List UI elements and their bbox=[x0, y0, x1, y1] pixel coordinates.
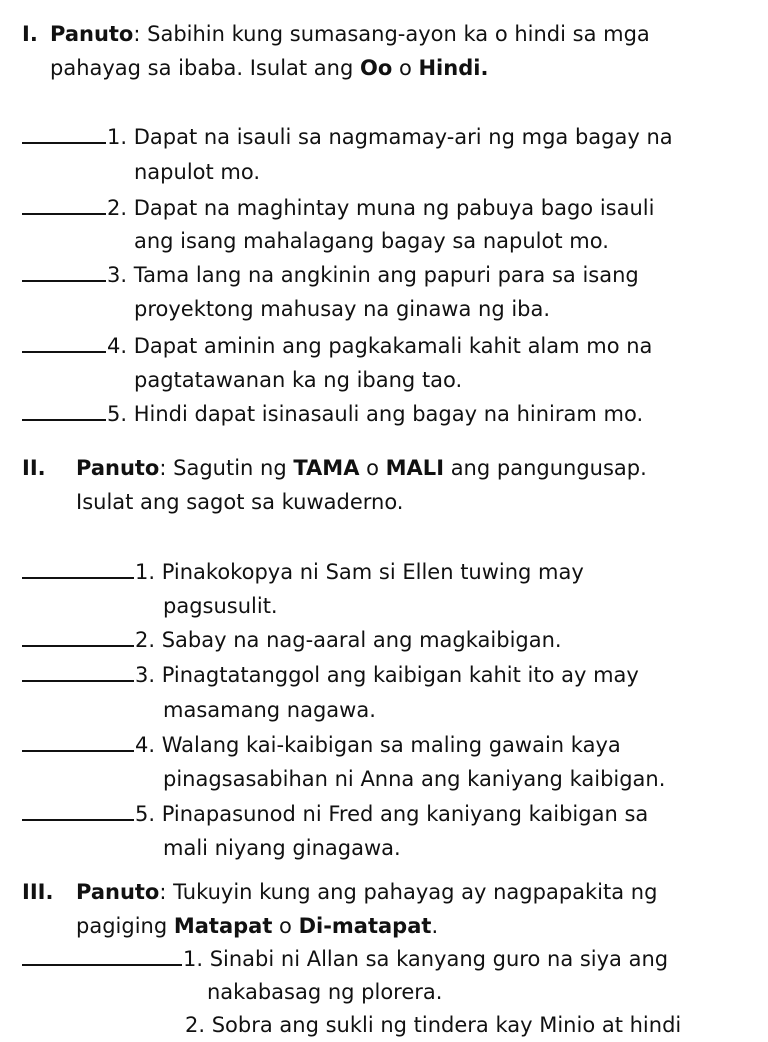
section-2-bold-tama: TAMA bbox=[293, 456, 360, 480]
answer-blank[interactable] bbox=[22, 397, 106, 421]
section-2-item-3-cont: masamang nagawa. bbox=[163, 698, 376, 722]
answer-blank[interactable] bbox=[22, 120, 106, 144]
answer-blank[interactable] bbox=[22, 555, 134, 579]
section-3-line1: : Tukuyin kung ang pahayag ay nagpapakita ng bbox=[159, 880, 658, 904]
section-1-item-4-cont: pagtatawanan ka ng ibang tao. bbox=[134, 368, 463, 392]
answer-blank[interactable] bbox=[22, 797, 134, 821]
section-1-bold-oo: Oo bbox=[360, 56, 393, 80]
section-2-item-1: 1. Pinakokopya ni Sam si Ellen tuwing may bbox=[22, 555, 584, 589]
section-1-item-5: 5. Hindi dapat isinasauli ang bagay na hiniram mo. bbox=[22, 397, 643, 431]
section-1-item-2: 2. Dapat na maghintay muna ng pabuya bago isauli bbox=[22, 191, 654, 225]
section-2-item-1-cont: pagsusulit. bbox=[163, 594, 278, 618]
section-2-item-5: 5. Pinapasunod ni Fred ang kaniyang kaibigan sa bbox=[22, 797, 648, 831]
section-1-item-3-cont: proyektong mahusay na ginawa ng iba. bbox=[134, 297, 551, 321]
section-2-item-4: 4. Walang kai-kaibigan sa maling gawain kaya bbox=[22, 728, 621, 762]
section-1-bold-hindi: Hindi. bbox=[418, 56, 489, 80]
answer-blank[interactable] bbox=[22, 258, 106, 282]
section-3-item-1: 1. Sinabi ni Allan sa kanyang guro na siya ang bbox=[22, 942, 668, 976]
section-1-label: Panuto bbox=[50, 22, 134, 46]
section-1-numeral: I. bbox=[22, 22, 38, 46]
section-3-numeral: III. bbox=[22, 880, 54, 904]
section-3-bold-di-matapat: Di-matapat bbox=[298, 914, 432, 938]
section-2-line2: Isulat ang sagot sa kuwaderno. bbox=[76, 490, 404, 514]
section-3-heading: III. Panuto: Tukuyin kung ang pahayag ay nagpapakita ng pagiging Matapat o Di-matapat. bbox=[22, 875, 762, 945]
section-3-bold-matapat: Matapat bbox=[173, 914, 273, 938]
section-1-heading bbox=[22, 17, 762, 87]
section-1-item-1: 1. Dapat na isauli sa nagmamay-ari ng mga bagay na bbox=[22, 120, 673, 154]
section-3-label: Panuto bbox=[76, 880, 160, 904]
section-2-item-3: 3. Pinagtatanggol ang kaibigan kahit ito ay may bbox=[22, 658, 639, 692]
answer-blank[interactable] bbox=[22, 329, 106, 353]
answer-blank[interactable] bbox=[22, 623, 134, 647]
section-1-item-4: 4. Dapat aminin ang pagkakamali kahit alam mo na bbox=[22, 329, 652, 363]
answer-blank[interactable] bbox=[22, 191, 106, 215]
section-1-item-1-cont: napulot mo. bbox=[134, 160, 261, 184]
section-1-line1: : Sabihin kung sumasang-ayon ka o hindi sa mga bbox=[133, 22, 650, 46]
section-3-item-1-cont: nakabasag ng plorera. bbox=[207, 980, 443, 1004]
section-2-heading: II. Panuto: Sagutin ng TAMA o MALI ang pangungusap. Isulat ang sagot sa kuwaderno. bbox=[22, 451, 762, 521]
section-1-line2b: o bbox=[392, 56, 419, 80]
section-1-item-2-cont: ang isang mahalagang bagay sa napulot mo. bbox=[134, 229, 609, 253]
section-1-item-3: 3. Tama lang na angkinin ang papuri para sa isang bbox=[22, 258, 639, 292]
answer-blank[interactable] bbox=[22, 942, 182, 966]
section-2-label: Panuto bbox=[76, 456, 160, 480]
section-2-item-4-cont: pinagsasabihan ni Anna ang kaniyang kaibigan. bbox=[163, 767, 666, 791]
section-2-item-2: 2. Sabay na nag-aaral ang magkaibigan. bbox=[22, 623, 562, 657]
section-3-item-2-partial: 2. Sobra ang sukli ng tindera kay Minio at hindi bbox=[185, 1013, 682, 1037]
answer-blank[interactable] bbox=[22, 658, 134, 682]
answer-blank[interactable] bbox=[22, 728, 134, 752]
section-2-bold-mali: MALI bbox=[385, 456, 445, 480]
section-1-line2a: pahayag sa ibaba. Isulat ang bbox=[50, 56, 360, 80]
section-2-numeral: II. bbox=[22, 456, 46, 480]
section-2-item-5-cont: mali niyang ginagawa. bbox=[163, 836, 401, 860]
